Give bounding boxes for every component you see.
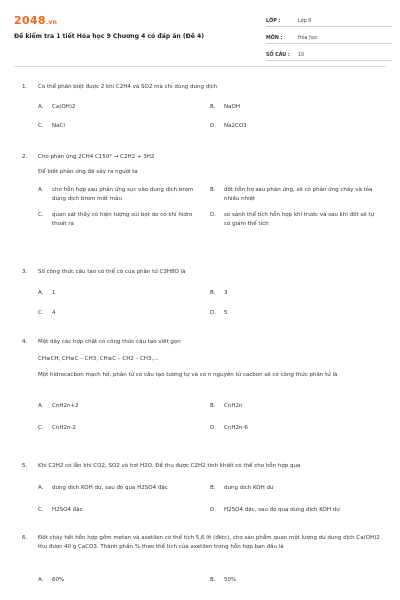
formula-line: CH≡CH, CH≡C – CH3, CH≡C – CH2 – CH3,...: [38, 356, 159, 362]
question-number: 3.: [22, 269, 28, 275]
option-letter: B.: [210, 104, 216, 110]
option-text: 5: [224, 310, 228, 316]
option-d[interactable]: [210, 122, 380, 131]
option-b[interactable]: [210, 576, 380, 585]
option-d[interactable]: [210, 211, 380, 229]
page-header: [14, 0, 386, 67]
option-c[interactable]: [38, 211, 208, 229]
option-text: Na2CO3: [224, 123, 247, 129]
option-d[interactable]: [210, 506, 380, 515]
option-c[interactable]: [38, 506, 208, 515]
meta-label: MÔN :: [266, 36, 283, 41]
option-letter: B.: [210, 187, 216, 193]
option-a[interactable]: [38, 103, 208, 112]
option-a[interactable]: [38, 402, 208, 411]
question-text: Số công thức cấu tạo có thể có của phân tử C3H8O là: [38, 269, 186, 275]
option-text: 4: [52, 310, 56, 316]
option-b[interactable]: [210, 103, 380, 112]
option-text: quan sát thấy có hiện tượng sủi bọt do có khí hidro thoát ra: [52, 212, 193, 227]
page-title: Đề kiểm tra 1 tiết Hóa học 9 Chương 4 có đáp án (Đề 4): [14, 33, 205, 40]
question-text: Một dãy các hợp chất có công thức cấu tạo viết gọn: [38, 339, 181, 345]
option-letter: C.: [38, 123, 44, 129]
option-letter: C.: [38, 425, 44, 431]
meta-value: Hóa học: [298, 36, 318, 41]
option-text: NaOH: [224, 104, 240, 110]
option-letter: D.: [210, 425, 216, 431]
option-text: CnH2n-2: [52, 425, 76, 431]
option-text: Ca(OH)2: [52, 104, 76, 110]
option-letter: B.: [210, 403, 216, 409]
meta-label: LỚP :: [266, 19, 281, 24]
option-letter: A.: [38, 104, 44, 110]
option-text: đốt hỗn hợ sau phản ứng, sẽ có phản ứng cháy và tỏa nhiều nhiệt: [224, 187, 373, 202]
option-letter: A.: [38, 485, 44, 491]
option-letter: D.: [210, 310, 216, 316]
option-b[interactable]: [210, 402, 380, 411]
question-number: 4.: [22, 339, 28, 345]
meta-class: [266, 12, 392, 27]
option-letter: C.: [38, 212, 44, 218]
question-text: Có thể phân biệt được 2 khí C2H4 và SO2 mà chỉ dùng dung dịch: [38, 84, 218, 90]
meta-label: SỐ CÂU :: [266, 53, 290, 58]
option-text: 60%: [52, 577, 65, 583]
option-letter: B.: [210, 485, 216, 491]
option-letter: D.: [210, 123, 216, 129]
option-text: CnH2n-6: [224, 425, 248, 431]
option-text: CnH2n: [224, 403, 243, 409]
option-c[interactable]: [38, 424, 208, 433]
option-c[interactable]: [38, 309, 208, 318]
option-letter: B.: [210, 290, 216, 296]
question-number: 2.: [22, 154, 28, 160]
option-a[interactable]: [38, 576, 208, 585]
option-letter: C.: [38, 507, 44, 513]
option-letter: A.: [38, 403, 44, 409]
option-text: so sánh thể tích hỗn hợp khí trước và sau khi đốt sẽ tự có giảm thể tích: [224, 212, 375, 227]
question-instruction: Một hidrocacbon mạch hở, phân tử có cấu tạo tương tự và có n nguyên tử cacbon sẽ có công thức phân tử là: [38, 372, 338, 378]
option-letter: A.: [38, 187, 44, 193]
option-text: H2SO4 đặc, sau đó qua dung dịch KOH dư: [224, 507, 340, 513]
option-b[interactable]: [210, 484, 380, 493]
option-letter: A.: [38, 290, 44, 296]
option-text: 3: [224, 290, 228, 296]
option-text: dung dịch KOH dư, sau đó qua H2SO4 đặc: [52, 485, 168, 491]
option-b[interactable]: [210, 186, 380, 204]
option-text: H2SO4 đặc: [52, 507, 83, 513]
option-letter: D.: [210, 507, 216, 513]
option-letter: A.: [38, 577, 44, 583]
meta-value: 10: [298, 53, 305, 58]
option-d[interactable]: [210, 309, 380, 318]
option-letter: B.: [210, 577, 216, 583]
option-a[interactable]: [38, 186, 208, 204]
option-b[interactable]: [210, 289, 380, 298]
exam-meta: [266, 12, 392, 63]
site-logo[interactable]: 2048.vn: [14, 14, 58, 27]
question-text: Cho phản ứng 2CH4 C150° → C2H2 + 3H2: [38, 154, 155, 160]
meta-count: [266, 46, 392, 61]
option-text: dung dịch KOH dư: [224, 485, 274, 491]
option-text: NaCl: [52, 123, 65, 129]
option-letter: C.: [38, 310, 44, 316]
option-text: CnH2n+2: [52, 403, 79, 409]
option-text: 1: [52, 290, 56, 296]
question-text: Khí C2H2 có lẫn khí CO2, SO2 và hơi H2O. Để thu được C2H2 tinh khiết có thể cho hỗn hợp qua: [38, 463, 301, 469]
question-instruction: Để biết phản ứng đã xảy ra người ta: [38, 169, 138, 175]
meta-value: Lớp 9: [298, 19, 312, 24]
option-a[interactable]: [38, 289, 208, 298]
question-number: 1.: [22, 84, 28, 90]
option-a[interactable]: [38, 484, 208, 493]
option-c[interactable]: [38, 122, 208, 131]
meta-subject: [266, 29, 392, 44]
option-text: cho hỗn hợp sau phản ứng sục vào dung dịch brom dung dịch brom mất màu: [52, 187, 194, 202]
question-number: 6.: [22, 535, 28, 541]
option-d[interactable]: [210, 424, 380, 433]
question-number: 5.: [22, 463, 28, 469]
question-text: Đốt cháy hết hỗn hợp gồm metan và axetilen có thể tích 5,6 lít (đktc), cho sản phẩm quan một lượng dư dung dịch Ca(OH)2 thu được 40 g CaCO3. Thành phần % theo thể tích của axetilen trong hỗn hợp ban đầu là: [38, 535, 380, 550]
option-text: 50%: [224, 577, 237, 583]
option-letter: D.: [210, 212, 216, 218]
